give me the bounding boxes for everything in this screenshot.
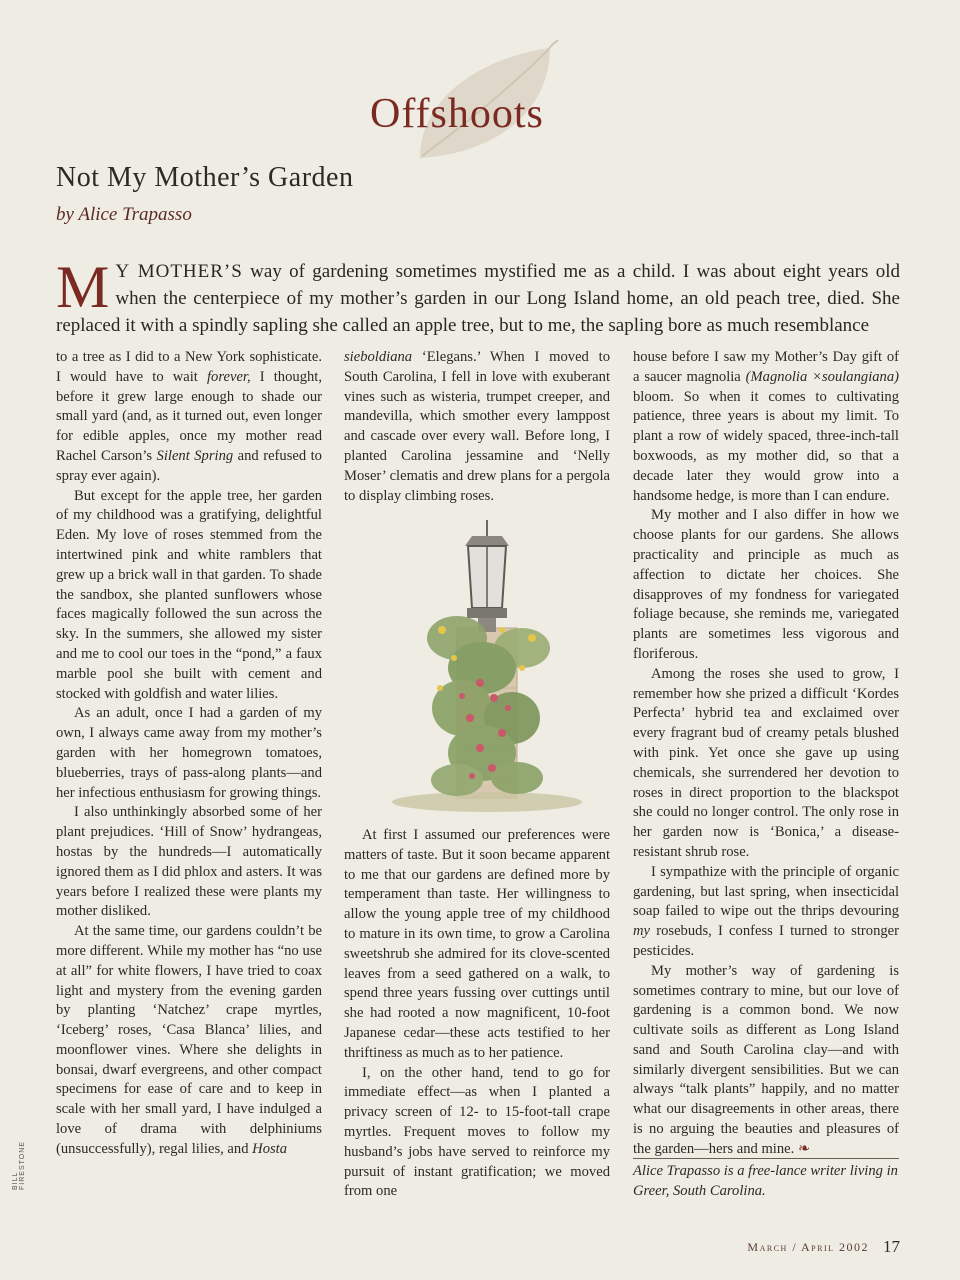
- author-bio: Alice Trapasso is a free-lance writer living in Greer, South Carolina.: [633, 1163, 898, 1199]
- lead-smallcaps: Y MOTHER’S: [115, 261, 243, 282]
- col1-paragraph-4: I also unthinkingly absorbed some of her plant prejudices. ‘Hill of Snow’ hydrangeas, hostas by the hundreds—I automatically ignored them as I did phlox and asters. It was years before I realized these were plants my mother disliked.: [56, 804, 322, 920]
- end-ornament-icon: ❧: [797, 1140, 811, 1157]
- col1-paragraph-1: to a tree as I did to a New York sophisticate. I would have to wait forever, I thought, before it grew large enough to shade our small yard (and, as it turned out, even longer for edible apples, once my mother read Rachel Carson’s Silent Spring and refused to spray ever again).: [56, 349, 322, 484]
- lamppost-vine-illustration: [362, 518, 612, 818]
- col3-paragraph-2: My mother and I also differ in how we choose plants for our gardens. She allows practicality and principle as much as affection to dictate her choices. She disapproves of my fondness for variegated foliage because, she reminds me, variegated plants are sometimes less vigorous and floriferous.: [633, 507, 899, 662]
- col3-paragraph-4: I sympathize with the principle of organic gardening, but last spring, when insecticidal soap failed to wipe out the thrips devouring my rosebuds, I confess I turned to stronger pesticides.: [633, 863, 899, 959]
- column-3: [633, 348, 899, 1160]
- lead-text: way of gardening sometimes mystified me as a child. I was about eight years old when the centerpiece of my mother’s garden in our Long Island home, an old peach tree, died. She replaced it with a spindly sapling she called an apple tree, but to me, the sapling bore as much resemblance: [56, 261, 900, 336]
- col1-paragraph-3: As an adult, once I had a garden of my own, I always came away from my mother’s garden with her homegrown tomatoes, blueberries, trays of pass-along plants—and her infectious enthusiasm for growing things.: [56, 705, 322, 801]
- column-2: [344, 348, 610, 506]
- column-1: [56, 348, 322, 1160]
- page-number: 17: [883, 1237, 900, 1256]
- article-title: Not My Mother’s Garden: [56, 162, 354, 193]
- col3-paragraph-3: Among the roses she used to grow, I remember how she prized a difficult ‘Kordes Perfecta’ hybrid tea and exclaimed over every fragrant bud of creamy petals blushed with pink. Yet once she gave up using chemicals, she surrendered her devotion to roses in direct proportion to the blackspot she could no longer control. The only rose in her garden now is ‘Bonica,’ a disease-resistant shrub rose.: [633, 665, 899, 860]
- col2-paragraph-3: I, on the other hand, tend to go for immediate effect—as when I planted a privacy screen of 12- to 15-foot-tall crape myrtles. Frequent moves to follow my husband’s jobs have served to reinforce my pursuit of instant gratification; we moved from one: [344, 1064, 610, 1200]
- column-2-continued: [344, 826, 610, 1202]
- col3-paragraph-5: My mother’s way of gardening is sometimes contrary to mine, but our love of gardening is a common bond. We now cultivate soils as different as Long Island sand and South Carolina clay—and with similarly divergent sensibilities. But we can always “talk plants” happily, and no matter what our disagreements in other areas, there is no arguing the beauties and pleasures of the garden—hers and mine. ❧: [633, 962, 899, 1157]
- page-footer: [720, 1237, 900, 1257]
- drop-cap: M: [56, 254, 110, 320]
- col1-paragraph-2: But except for the apple tree, her garden of my childhood was a gratifying, delightful Eden. My love of roses stemmed from the intertwined pink and white ramblers that grew up a brick wall in that garden. To shade the sandbox, she planted sunflowers whose faces magically followed the sun across the sky. In the summers, she allowed my sister and me to cool our toes in the “pond,” a faux marble pool she built with cement and stocked with goldfish and water lilies.: [56, 487, 322, 702]
- photo-credit: BILL FIRESTONE: [12, 1141, 26, 1190]
- bio-divider: [633, 1158, 899, 1159]
- col1-paragraph-5: At the same time, our gardens couldn’t be more different. While my mother has “no use at all” for white flowers, I have tried to coax light and mystery from the evening garden by planting ‘Natchez’ crape myrtles, ‘Iceberg’ roses, ‘Casa Blanca’ lilies, and moonflower vines. Where she delights in bonsai, dwarf evergreens, and other compact specimens for ease of care and to keep in scale with her small yard, I have indulged a love of drama with delphiniums (unsuccessfully), regal lilies, and Hosta: [56, 923, 322, 1157]
- lead-paragraph: [56, 254, 900, 339]
- section-title: Offshoots: [370, 91, 544, 137]
- byline: by Alice Trapasso: [56, 204, 192, 225]
- col2-paragraph-2: At first I assumed our preferences were matters of taste. But it soon became apparent to me that our gardens are defined more by temperament than taste. Her willingness to allow the young apple tree of my childhood to mature in its own time, to grow a Carolina sweetshrub she admired for its clove-scented leaves from a seed gathered on a walk, to spend three years fussing over cuttings until she had rooted a now magnificent, 10-foot Japanese cedar—these acts testified to her thriftiness as much as to her patience.: [344, 827, 610, 1061]
- col3-paragraph-1: house before I saw my Mother’s Day gift of a saucer magnolia (Magnolia ×soulangiana) bloom. So when it comes to cultivating patience, three years is about my limit. To plant a row of widely spaced, three-inch-tall boxwoods, as my mother did, so that a decade later they would grow into a handsome hedge, is more than I can endure.: [633, 349, 900, 504]
- issue-date: March / April 2002: [747, 1239, 869, 1254]
- col2-paragraph-1: sieboldiana ‘Elegans.’ When I moved to South Carolina, I fell in love with exuberant vines such as wisteria, trumpet creeper, and mandevilla, which smother every lamppost and cascade over every wall. Before long, I planted Carolina jessamine and ‘Nelly Moser’ clematis and drew plans for a pergola to display climbing roses.: [344, 349, 610, 504]
